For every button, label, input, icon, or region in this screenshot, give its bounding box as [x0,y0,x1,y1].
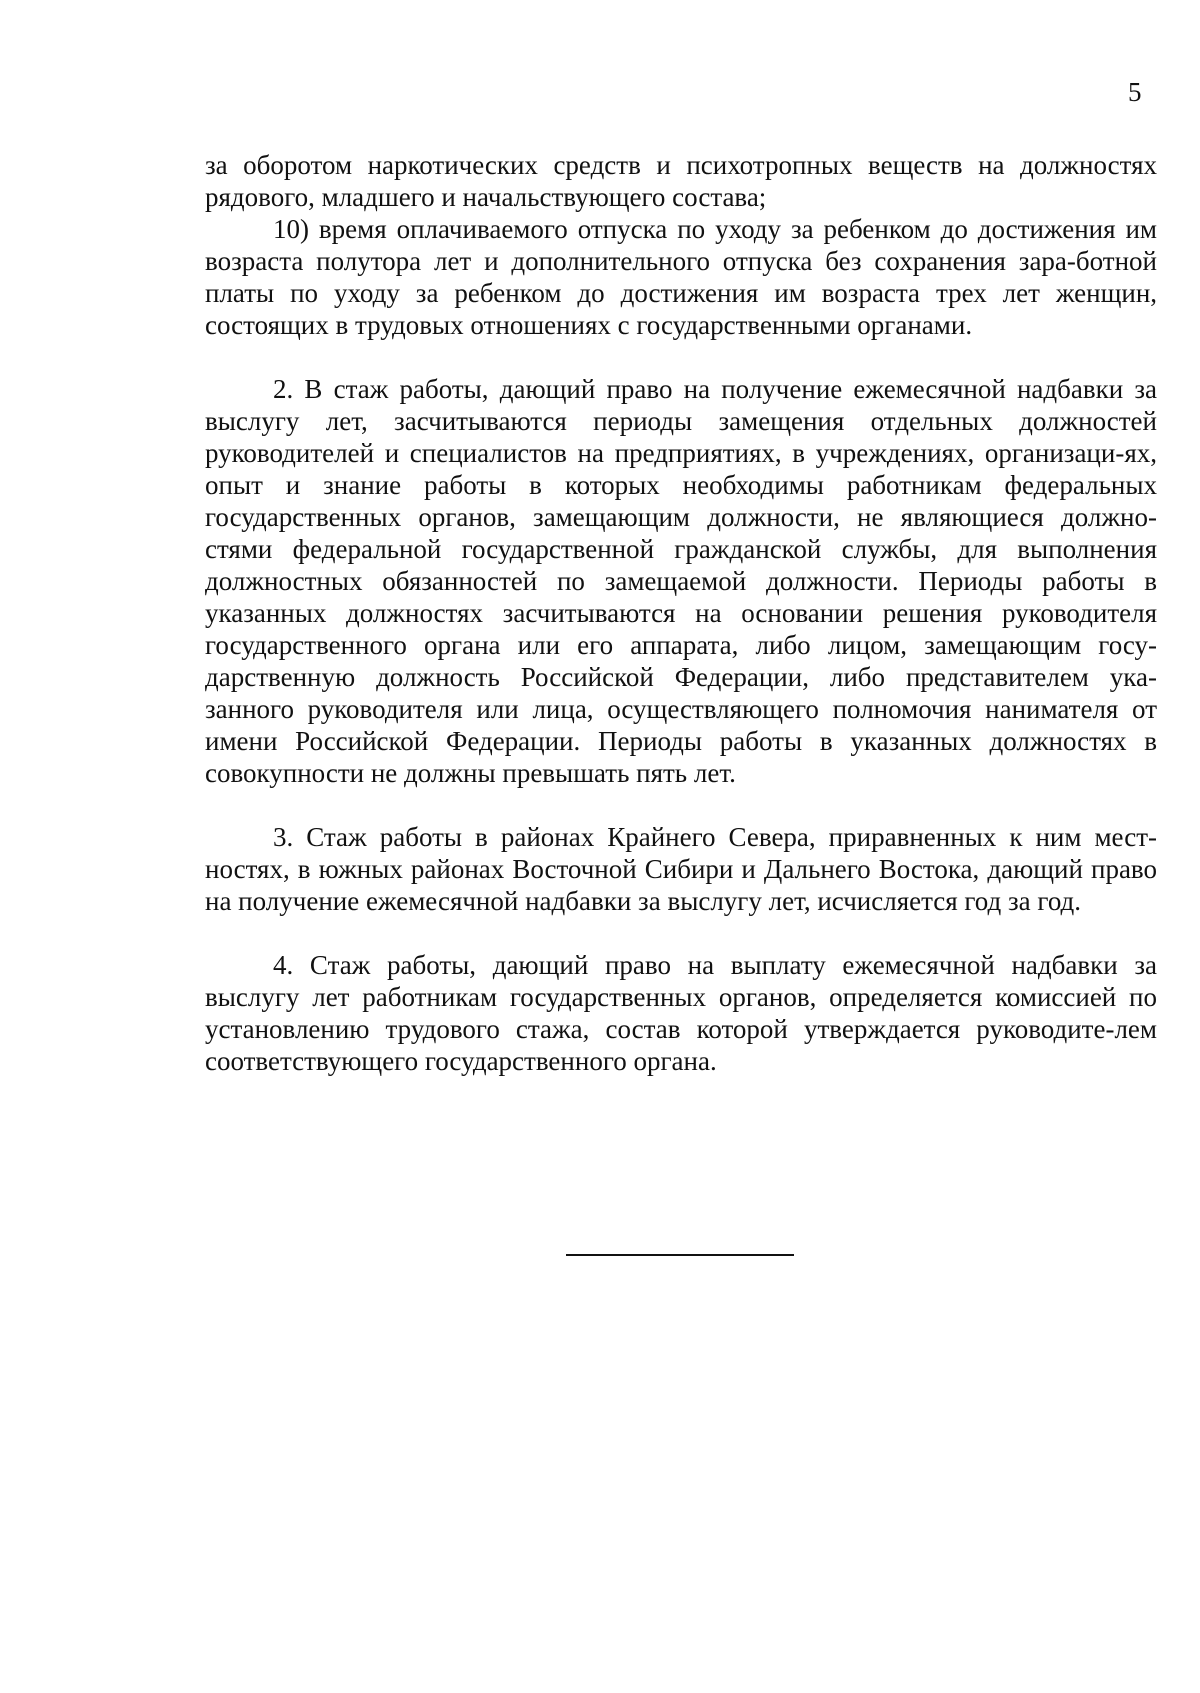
text-line: дарственную должность Российской Федерации, либо представителем ука- [205,662,1157,692]
text-line: выслугу лет работникам государственных органов, определяется комиссией [205,982,1117,1012]
text-line: стями федеральной государственной гражданской службы, для выполнения [205,534,1157,564]
document-body [205,149,1157,1077]
text-line: им возраста полутора лет и дополнительного отпуска без сохранения зара- [205,214,1157,276]
end-of-document-rule [566,1254,794,1256]
text-line: должностных обязанностей по замещаемой должности. Периоды работы в [205,566,1157,596]
paragraph-section-4 [205,949,1157,1077]
text-line: ях, опыт и знание работы в которых необходимы работникам федеральных [205,438,1157,500]
text-line: государственных органов, замещающим должности, не являющиеся должно- [205,502,1157,532]
text-line: указанных должностях засчитываются на основании решения руководителя [205,598,1157,628]
text-line: за оборотом наркотических средств и психотропных веществ на должностях [205,150,1157,180]
text-line: за год. [1008,886,1082,916]
text-line: 4. Стаж работы, дающий право на выплату ежемесячной надбавки за [273,950,1157,980]
paragraph-item-10 [205,213,1157,341]
text-line: от имени Российской Федерации. Периоды работы в указанных должностях в [205,694,1157,756]
paragraph-section-3 [205,821,1157,917]
text-line: за выслугу лет, засчитываются периоды замещения отдельных должностей [205,374,1158,436]
text-line: совокупности не должны превышать пять лет. [205,758,736,788]
paragraph-continuation [205,149,1157,213]
page-number: 5 [1128,77,1142,107]
paragraph-section-2 [205,373,1157,789]
text-line: лем соответствующего государственного органа. [205,1014,1157,1076]
text-line: ностях, в южных районах Восточной Сибири и Дальнего Востока, дающий [205,854,1083,884]
text-line: право на получение ежемесячной надбавки за выслугу лет, исчисляется год [205,854,1157,916]
text-line: занного руководителя или лица, осуществляющего полномочия нанимателя [205,694,1119,724]
text-line: 3. Стаж работы в районах Крайнего Севера, приравненных к ним мест- [273,822,1157,852]
text-line: 2. В стаж работы, дающий право на получение ежемесячной надбавки [273,374,1124,404]
text-line: женщин, состоящих в трудовых отношениях с государственными органами. [205,278,1158,340]
text-line: рядового, младшего и начальствующего состава; [205,182,767,212]
text-line: по установлению трудового стажа, состав которой утверждается руководите- [205,982,1157,1044]
text-line: руководителей и специалистов на предприятиях, в учреждениях, организаци- [205,438,1125,468]
text-line: 10) время оплачиваемого отпуска по уходу за ребенком до достижения [273,214,1116,244]
text-line: государственного органа или его аппарата, либо лицом, замещающим госу- [205,630,1157,660]
text-line: ботной платы по уходу за ребенком до достижения им возраста трех лет [205,246,1157,308]
